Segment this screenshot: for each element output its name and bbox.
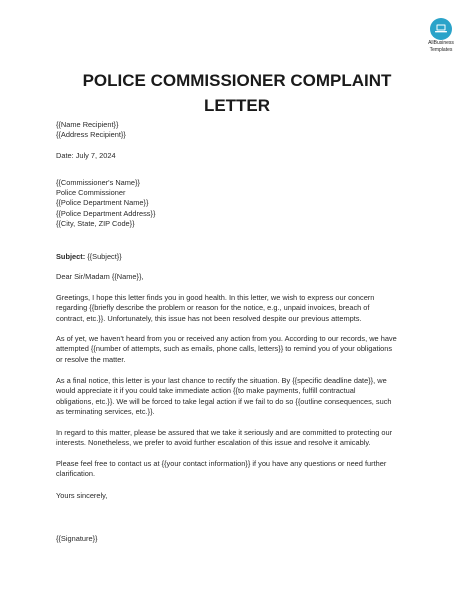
title-line-2: LETTER: [203, 96, 271, 115]
paragraph-line: In regard to this matter, please be assured that we take it seriously and are committed to protecting our: [56, 428, 393, 437]
laptop-icon: [430, 18, 452, 40]
signature: {{Signature}}: [56, 534, 98, 543]
paragraph-4: [56, 428, 418, 449]
paragraph-2: [56, 334, 418, 365]
paragraph-line: Please feel free to contact us at {{your contact information}} if you have any questions or need further: [56, 459, 387, 468]
logo-text-line2: Templates: [429, 46, 453, 53]
logo-text-line1: AllBusiness: [428, 40, 454, 46]
salutation: Dear Sir/Madam {{Name}},: [56, 272, 144, 281]
paragraph-line: contract, etc.}}. Unfortunately, this issue has not been resolved despite our previous attempts.: [56, 313, 362, 323]
allbusiness-logo[interactable]: [421, 18, 461, 53]
paragraph-1: [56, 293, 418, 324]
commissioner-title: Police Commissioner: [56, 188, 126, 197]
paragraph-line: as terminating services, etc.}}.: [56, 407, 155, 417]
department-address: {{Police Department Address}}: [56, 209, 156, 218]
subject-line: [56, 252, 122, 262]
letter-date: Date: July 7, 2024: [56, 151, 116, 160]
paragraph-line: obligations, etc.}}. We will be forced to take legal action if we fail to do so {{outline consequences, such: [56, 396, 392, 406]
paragraph-line: Greetings, I hope this letter finds you in good health. In this letter, we wish to express our concern: [56, 293, 375, 302]
paragraph-line: interests. Nonetheless, we prefer to avoid further escalation of this issue and resolve it amicably.: [56, 438, 371, 448]
subject-value: {{Subject}}: [85, 252, 122, 261]
paragraph-3: [56, 376, 418, 418]
department-name: {{Police Department Name}}: [56, 198, 149, 207]
paragraph-line: regarding {{briefly describe the problem or reason for the notice, e.g., unpaid invoices, breach of: [56, 303, 370, 313]
paragraph-line: clarification.: [56, 469, 96, 479]
commissioner-name: {{Commissioner's Name}}: [56, 178, 140, 187]
closing: Yours sincerely,: [56, 491, 108, 500]
paragraph-line: or resolve the matter.: [56, 354, 126, 364]
recipient-name: {{Name Recipient}}: [56, 120, 119, 129]
paragraph-line: As a final notice, this letter is your last chance to rectify the situation. By {{specific deadline date}}, we: [56, 376, 387, 385]
department-city: {{City, State, ZIP Code}}: [56, 219, 135, 228]
title-line-1: POLICE COMMISSIONER COMPLAINT: [82, 71, 392, 90]
paragraph-line: As of yet, we haven't heard from you or received any action from you. According to our records, we have: [56, 334, 397, 343]
paragraph-line: would appreciate it if you could take immediate action {{to make payments, fulfill contractual: [56, 386, 356, 396]
paragraph-5: [56, 459, 418, 480]
page-title: [40, 68, 434, 118]
recipient-address: {{Address Recipient}}: [56, 130, 126, 139]
paragraph-line: attempted {{number of attempts, such as emails, phone calls, letters}} to remind you of your obligations: [56, 344, 393, 354]
subject-label: Subject:: [56, 252, 86, 261]
